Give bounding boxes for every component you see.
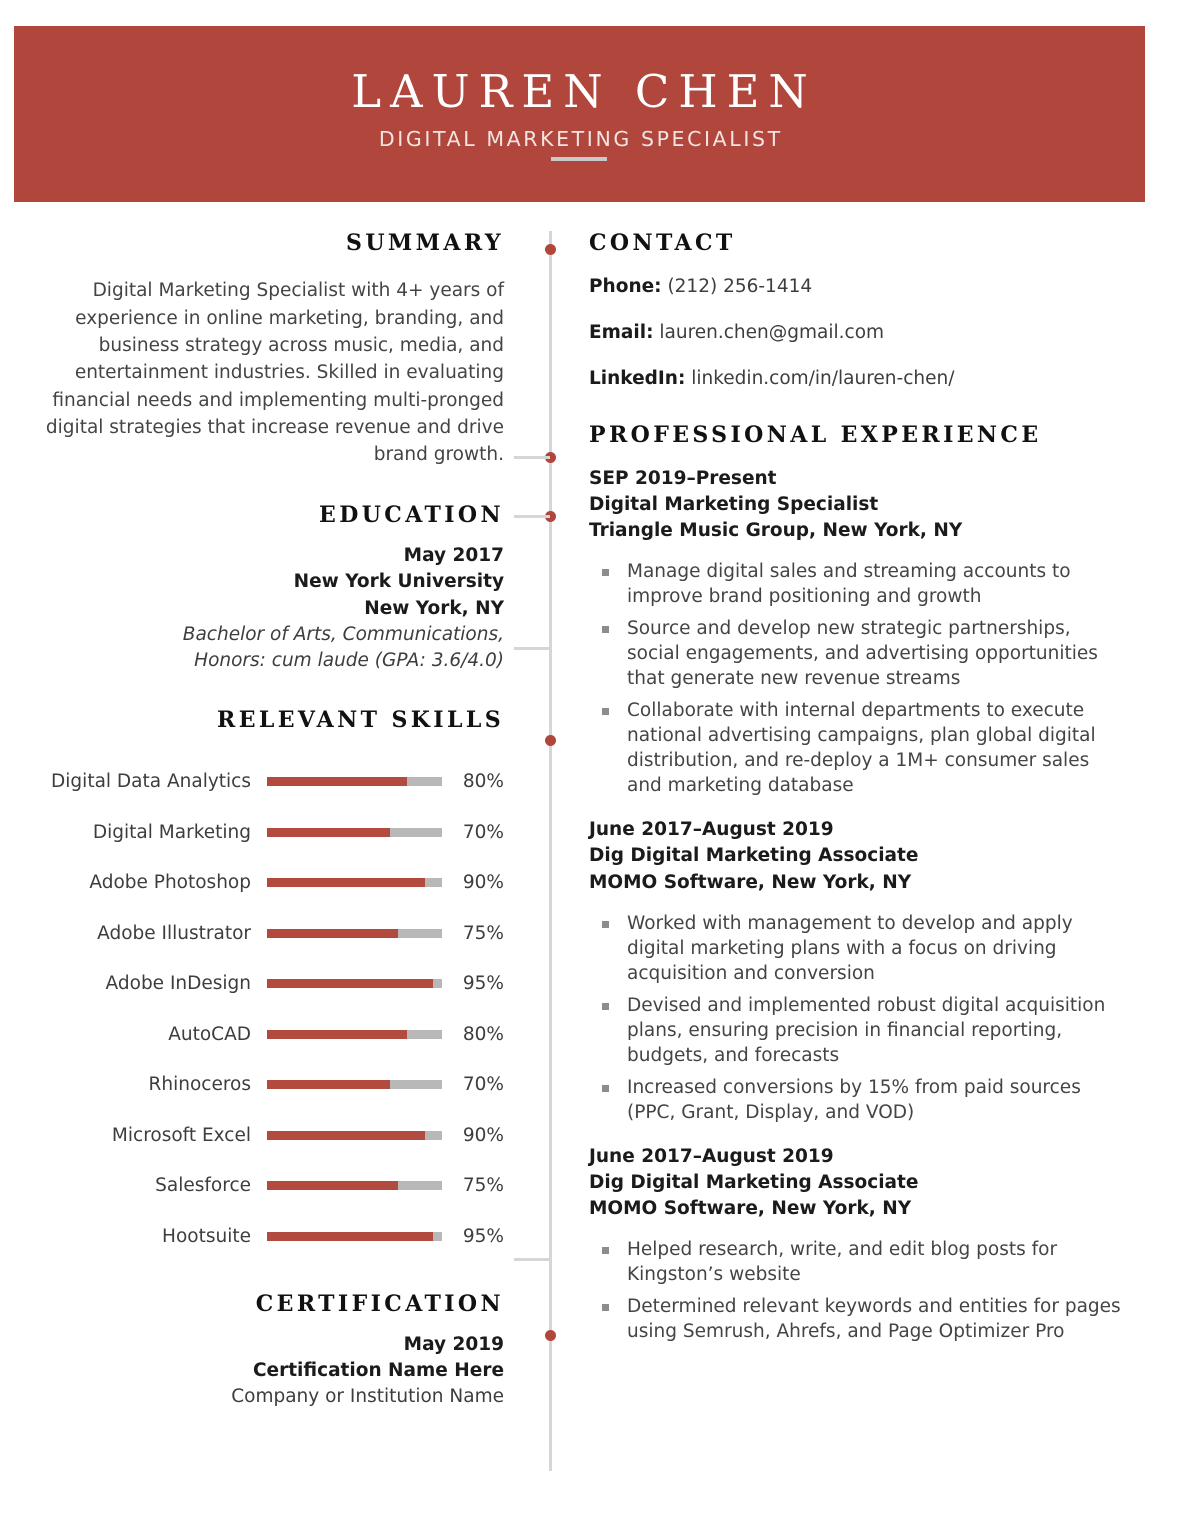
experience-dates: SEP 2019–Present [589,467,777,489]
experience-bullet [589,994,1129,1069]
certification-entry [44,1332,504,1411]
contact-item[interactable] [589,367,1129,391]
experience-heading: PROFESSIONAL EXPERIENCE [589,422,1042,449]
skill-percent: 75% [462,922,504,944]
experience-dates: June 2017–August 2019 [589,819,834,841]
education-honors: Honors: cum laude (GPA: 3.6/4.0) [194,650,504,672]
skill-row [44,1009,504,1060]
experience-bullet-text: Source and develop new strategic partnerships, social engagements, and advertising opportunities that generate new revenue streams [627,618,1098,690]
skill-bar-track [267,878,442,887]
skill-bar-fill [267,878,425,887]
contact-item-label: LinkedIn: [589,368,686,390]
experience-bullet [589,1076,1129,1126]
experience-role: Digital Marketing Specialist [589,493,879,515]
skill-percent: 75% [462,1175,504,1197]
skill-bar-fill [267,1131,425,1140]
skill-bar-fill [267,1030,407,1039]
contact-item-value: lauren.chen@gmail.com [653,322,885,344]
skill-bar-fill [267,828,390,837]
skill-row [44,1060,504,1111]
skill-row [44,1211,504,1262]
contact-item-label: Email: [589,322,654,344]
skill-percent: 70% [462,821,504,843]
experience-bullet [589,1295,1129,1345]
experience-role: Dig Digital Marketing Associate [589,1171,919,1193]
experience-bullet [589,1238,1129,1288]
header-banner [14,26,1145,202]
timeline-tick-skills [514,647,550,650]
skill-percent: 90% [462,1124,504,1146]
contact-list [589,275,1129,391]
summary-body: Digital Marketing Specialist with 4+ years of experience in online marketing, branding, and business strategy across music, media, and entertainment industries. Skilled in evaluating financial needs and implementing multi-pronged digital strategies that increase revenue and drive brand growth. [45,280,504,466]
timeline-tick-experience [514,456,550,459]
skills-heading: RELEVANT SKILLS [217,707,504,734]
candidate-title-wrap [376,127,782,161]
left-column [44,231,504,1411]
skill-label: AutoCAD [168,1023,251,1045]
education-location: New York, NY [364,597,504,619]
experience-bullet-text: Devised and implemented robust digital acquisition plans, ensuring precision in financial reporting, budgets, and forecasts [627,994,1106,1066]
square-bullet-icon [602,1247,609,1254]
skill-bar-track [267,1232,442,1241]
experience-company: Triangle Music Group, New York, NY [589,520,963,542]
skill-row [44,1110,504,1161]
experience-bullet-list [589,560,1129,799]
skill-percent: 70% [462,1074,504,1096]
experience-bullet-list [589,912,1129,1126]
candidate-title: DIGITAL MARKETING SPECIALIST [378,126,783,151]
experience-entry [589,1144,1129,1346]
skill-label: Adobe Photoshop [89,872,251,894]
timeline-dot-certification [545,1330,556,1341]
education-date: May 2017 [403,545,504,566]
skill-label: Microsoft Excel [111,1124,251,1146]
skill-row [44,908,504,959]
skill-label: Hootsuite [162,1225,251,1247]
skill-bar-fill [267,1181,398,1190]
experience-bullet-text: Manage digital sales and streaming accounts to improve brand positioning and growth [627,561,1071,608]
square-bullet-icon [602,708,609,715]
title-underline-rule [551,157,607,161]
education-degree: Bachelor of Arts, Communications, [182,623,504,645]
skill-label: Salesforce [155,1175,251,1197]
experience-company: MOMO Software, New York, NY [589,871,912,893]
experience-role: Dig Digital Marketing Associate [589,845,919,867]
education-heading: EDUCATION [319,501,504,528]
education-school: New York University [293,571,504,593]
skill-row [44,858,504,909]
certification-issuer: Company or Institution Name [231,1386,504,1408]
certification-heading: CERTIFICATION [255,1290,504,1317]
experience-entry [589,466,1129,800]
skill-label: Rhinoceros [148,1074,251,1096]
experience-bullet-text: Collaborate with internal departments to execute national advertising campaigns, plan global digital distribution, and re-deploy a 1M+ consumer sales and marketing database [627,700,1096,797]
skill-percent: 90% [462,872,504,894]
experience-bullet [589,560,1129,610]
square-bullet-icon [602,569,609,576]
experience-bullet-text: Helped research, write, and edit blog posts for Kingston’s website [627,1239,1058,1286]
skill-row [44,807,504,858]
contact-item-label: Phone: [589,276,662,298]
skill-bar-fill [267,929,398,938]
skill-bar-fill [267,979,433,988]
summary-heading: SUMMARY [346,230,504,256]
skill-bar-track [267,1030,442,1039]
contact-item-value: (212) 256-1414 [661,276,813,298]
skill-bar-track [267,1131,442,1140]
skill-label: Adobe InDesign [105,973,251,995]
experience-company: MOMO Software, New York, NY [589,1198,912,1220]
square-bullet-icon [602,1304,609,1311]
skill-label: Adobe Illustrator [97,922,251,944]
skill-bar-track [267,1080,442,1089]
square-bullet-icon [602,1003,609,1010]
skill-row [44,757,504,808]
square-bullet-icon [602,626,609,633]
skill-bar-track [267,979,442,988]
vertical-divider [549,231,552,1471]
certification-name: Certification Name Here [252,1359,504,1381]
timeline-dot-skills [545,735,556,746]
skill-bar-track [267,1181,442,1190]
experience-bullet-text: Worked with management to develop and apply digital marketing plans with a focus on driving acquisition and conversion [627,912,1073,984]
certification-date: May 2019 [403,1333,504,1355]
candidate-name: LAUREN CHEN [351,65,817,119]
skill-row [44,959,504,1010]
contact-heading: CONTACT [589,230,736,256]
timeline-dot-summary [545,244,556,255]
timeline-tick-certification [514,1258,550,1261]
experience-dates: June 2017–August 2019 [589,1145,834,1167]
skill-percent: 95% [462,1225,504,1247]
experience-entry [589,817,1129,1126]
skill-percent: 80% [462,1023,504,1045]
skills-list [44,757,504,1262]
right-column [589,231,1129,1352]
skill-percent: 95% [462,973,504,995]
experience-bullet-text: Increased conversions by 15% from paid sources (PPC, Grant, Display, and VOD) [627,1076,1081,1123]
experience-bullet [589,617,1129,692]
skill-bar-fill [267,1232,433,1241]
education-entry [44,543,504,674]
skill-percent: 80% [462,771,504,793]
skill-bar-track [267,777,442,786]
skill-label: Digital Data Analytics [51,771,251,793]
skill-bar-track [267,929,442,938]
timeline-tick-education [514,515,550,518]
experience-bullet [589,699,1129,799]
contact-item[interactable] [589,275,1129,299]
experience-list [589,466,1129,1346]
contact-item-value: linkedin.com/in/lauren-chen/ [685,368,955,390]
skill-bar-fill [267,777,407,786]
experience-bullet [589,912,1129,987]
experience-bullet-text: Determined relevant keywords and entities for pages using Semrush, Ahrefs, and Page Optimizer Pro [627,1296,1121,1343]
square-bullet-icon [602,921,609,928]
skill-bar-fill [267,1080,390,1089]
skill-label: Digital Marketing [92,821,251,843]
experience-bullet-list [589,1238,1129,1345]
contact-item[interactable] [589,321,1129,345]
square-bullet-icon [602,1085,609,1092]
skill-row [44,1161,504,1212]
skill-bar-track [267,828,442,837]
